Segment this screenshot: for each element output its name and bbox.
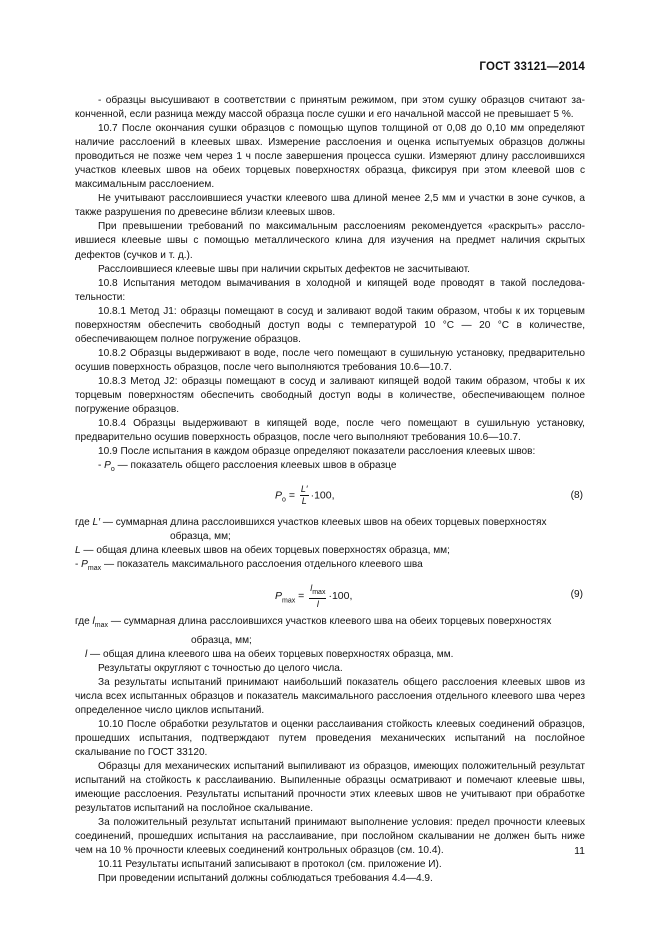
numerator — [309, 583, 326, 599]
formula-lhs-sub: max — [282, 597, 296, 605]
symbol-sub: o — [110, 466, 115, 474]
denominator: L — [301, 496, 307, 507]
formula-tail: ·100, — [310, 489, 335, 502]
denominator: l — [316, 599, 319, 610]
definition-l-prime — [75, 516, 585, 530]
list-item-text: — показатель максимального расслоения отдельного клеевого шва — [101, 559, 423, 571]
formula-8 — [75, 480, 585, 514]
where-label: где — [75, 517, 93, 529]
where-label: где — [75, 616, 93, 628]
paragraph-10-8-3: 10.8.3 Метод J2: образцы помещают в сосуд и заливают кипящей водой таким образом, чтобы к их торцевым поверхностям обеспечить свободный доступ воды в количестве, обеспечивающем полное погружение образцов. — [75, 375, 585, 416]
definition-text: — суммарная длина расслоившихся участков клеевых швов на обеих торцевых поверхностях — [100, 517, 547, 529]
formula-lhs-sub: o — [282, 496, 286, 504]
definition-l-small — [75, 648, 585, 662]
paragraph: При превышении требований по максимальным расслоениям рекомендуется «раскрыть» расслоившиеся клеевые швы с помощью металлического клина для изучения на предмет наличия скрытых дефектов (сучков и т. д.). — [75, 221, 585, 261]
paragraph-10-8-1: 10.8.1 Метод J1: образцы помещают в сосуд и заливают водой таким образом, чтобы к их торцевым поверхностям обеспечить свободный доступ воды с температурой 10 °С — 20 °С в количестве, обеспечивающем полное погружение образцов. — [75, 305, 585, 345]
formula-lhs: P — [275, 590, 283, 603]
paragraph: Результаты округляют с точностью до целого числа. — [98, 662, 343, 674]
formula-expression — [275, 484, 335, 507]
equals-sign: = — [285, 489, 298, 502]
paragraph-10-8-4: 10.8.4 Образцы выдерживают в кипящей воде, после чего помещают в сушильную установку, предварительно осушив поверхность образцов, после чего выполняют требования 10.6—10.7. — [75, 418, 585, 444]
paragraph: - образцы высушивают в соответствии с принятым режимом, при этом сушку образцов считают законченной, если разница между массой образца после сушки и его начальной массой не превышает 5 %. — [75, 95, 585, 121]
paragraph-10-9: 10.9 После испытания в каждом образце определяют показатели расслоения клеевых швов: — [98, 446, 536, 458]
paragraph: Образцы для механических испытаний выпиливают из образцов, имеющих положительный результат испытаний на стойкость к расслаиванию. Выпиленные образцы осматривают и помечают клеевые швы, имеющие расслоения. Результаты испытаний прочности этих клеевых швов не учитывают при обработке результатов испытаний на послойное скалывание. — [75, 760, 585, 815]
definition-text: — суммарная длина расслоившихся участков клеевого шва на обеих торцевых поверхностях — [108, 616, 552, 628]
definition-text: — общая длина клеевого шва на обеих торцевых поверхностях образца, мм. — [87, 648, 454, 660]
list-item-po — [75, 459, 585, 477]
fraction — [300, 484, 309, 507]
paragraph: За положительный результат испытаний принимают выполнение условия: предел прочности клеевых соединений, прошедших испытания на расслаивание, при послойном скалывании не должен быть ниже чем на 10 % прочности клеевых соединений контрольных образцов (см. 10.4). — [75, 817, 585, 857]
list-item-pmax — [75, 558, 585, 576]
symbol-sub: max — [94, 622, 109, 630]
formula-9 — [75, 579, 585, 613]
fraction — [309, 583, 326, 610]
formula-tail: ·100, — [328, 590, 353, 603]
document-body — [75, 94, 585, 886]
definition-l — [75, 544, 585, 558]
symbol-p: P — [104, 460, 111, 472]
paragraph-10-7: 10.7 После окончания сушки образцов с помощью щупов толщиной от 0,08 до 0,10 мм определяют наличие расслоений в клеевых швах. Измерение расслоения и оценка испытуемых образцов должны проводиться не позже чем через 1 ч после завершения процесса сушки. Измеряют длину расслоившихся участков клеевых швов на обеих торцевых поверхностях образца, фиксируя при этом клеевой шов с максимальным расслоением. — [75, 123, 585, 191]
paragraph: Расслоившиеся клеевые швы при наличии скрытых дефектов не засчитывают. — [98, 263, 470, 275]
dash: - — [98, 460, 105, 472]
symbol: L — [75, 545, 81, 557]
symbol-p: P — [81, 559, 88, 571]
definition-lmax — [75, 615, 585, 633]
formula-number: (9) — [570, 589, 583, 601]
paragraph: За результаты испытаний принимают наибольший показатель общего расслоения клеевых швов из числа всех испытанных образцов и показатель максимального расслоения отдельного клеевого шва через определенное число циклов испытаний. — [75, 676, 585, 716]
standard-header: ГОСТ 33121—2014 — [479, 61, 585, 73]
paragraph: Не учитывают расслоившиеся участки клеевого шва длиной менее 2,5 мм и участки в зоне сучков, а также разрушения по древесине вблизи клеевых швов. — [75, 193, 585, 219]
symbol: L′ — [92, 517, 101, 529]
paragraph-10-11: 10.11 Результаты испытаний записывают в протокол (см. приложение И). — [98, 859, 442, 871]
paragraph-10-8-2: 10.8.2 Образцы выдерживают в воде, после чего помещают в сушильную установку, предварительно осушив поверхность образцов, после чего выполняются требования 10.6—10.7. — [75, 347, 585, 373]
paragraph-10-8: 10.8 Испытания методом вымачивания в холодной и кипящей воде проводят в такой последовательности: — [75, 277, 585, 303]
numerator: L′ — [300, 484, 308, 495]
numerator-sub: max — [312, 589, 326, 597]
symbol-sub: max — [87, 565, 102, 573]
paragraph-10-10: 10.10 После обработки результатов и оценки расслаивания стойкость клеевых соединений образцов, прошедших испытания, подтверждают путем проведения механических испытаний на послойное скалывание по ГОСТ 33120. — [75, 718, 585, 758]
symbol: l — [92, 616, 95, 628]
paragraph: При проведении испытаний должны соблюдаться требования 4.4—4.9. — [98, 873, 433, 885]
numerator-symbol: l — [310, 583, 313, 594]
symbol: l — [85, 648, 88, 660]
definition-continuation: образца, мм; — [170, 531, 231, 543]
definition-text: — общая длина клеевых швов на обеих торцевых поверхностях образца, мм; — [80, 545, 450, 557]
formula-number: (8) — [570, 490, 583, 502]
formula-lhs: P — [275, 489, 283, 502]
definition-continuation: образца, мм; — [191, 634, 252, 646]
page-number: 11 — [574, 845, 585, 857]
dash: - — [75, 559, 82, 571]
list-item-text: — показатель общего расслоения клеевых швов в образце — [114, 460, 397, 472]
formula-expression — [275, 583, 352, 610]
equals-sign: = — [295, 590, 308, 603]
